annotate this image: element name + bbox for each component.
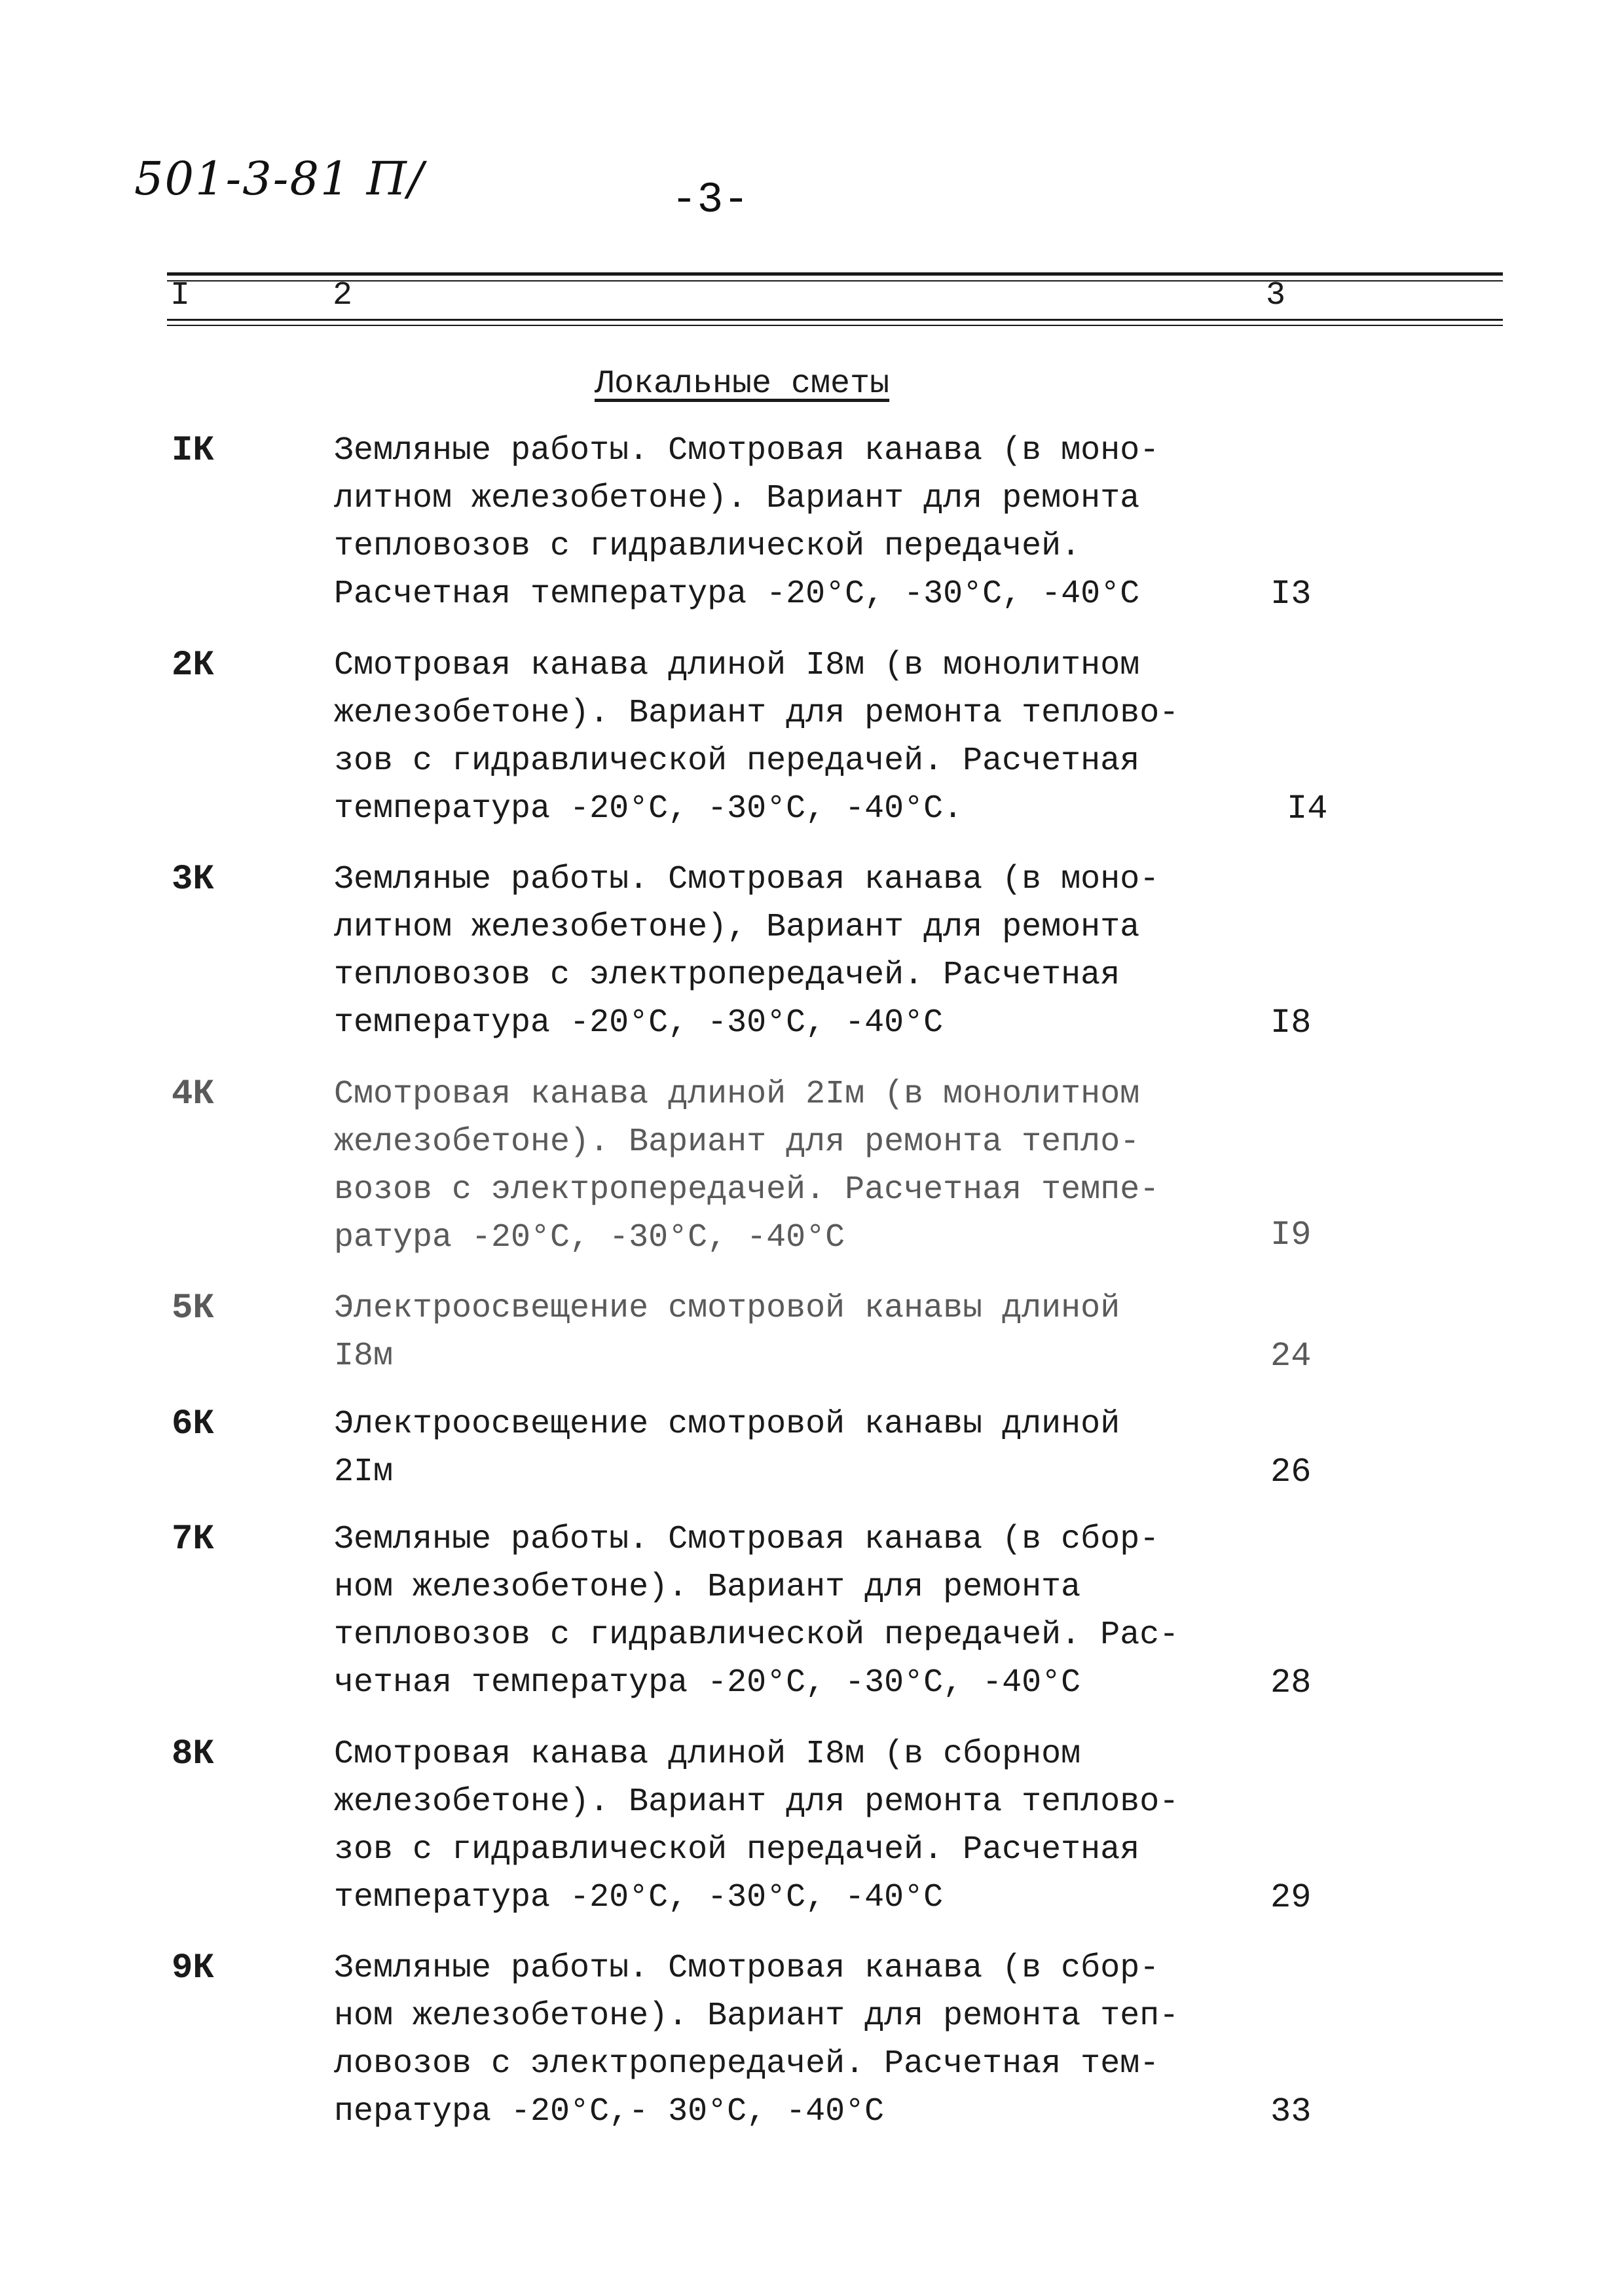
entry-description-line: температура -20°С, -30°С, -40°С.	[334, 790, 963, 828]
entry-description-line: Смотровая канава длиной I8м (в сборном	[334, 1736, 1081, 1773]
entry-code: 9К	[172, 1948, 214, 1988]
entry-description-line: ном железобетоне). Вариант для ремонта теп-	[334, 1997, 1179, 2035]
entry-description-line: железобетоне). Вариант для ремонта теплово-	[334, 695, 1179, 732]
entry-description-line: зов с гидравлической передачей. Расчетная	[334, 742, 1140, 780]
header-rule	[167, 280, 1503, 282]
entry-description	[334, 1730, 1244, 1922]
entry-page-number: I3	[1270, 575, 1312, 613]
entry-code: IК	[172, 431, 214, 471]
entry-description	[334, 642, 1244, 833]
entry-page-number: 33	[1270, 2092, 1312, 2131]
entry-page-number: 29	[1270, 1878, 1312, 1917]
header-rule	[167, 319, 1503, 321]
entry-page-number: 28	[1270, 1664, 1312, 1702]
entry-description-line: Земляные работы. Смотровая канава (в моно-	[334, 432, 1160, 469]
entry-page-number: 24	[1270, 1337, 1312, 1376]
entry-description	[334, 427, 1244, 618]
entry-description-line: температура -20°С, -30°С, -40°С	[334, 1004, 944, 1042]
entry-description	[334, 1400, 1244, 1496]
entry-description-line: Земляные работы. Смотровая канава (в моно-	[334, 861, 1160, 898]
entry-description-line: I8м	[334, 1338, 394, 1375]
header-rule	[167, 325, 1503, 326]
entry-description-line: тепловозов с гидравлической передачей. Рас-	[334, 1616, 1179, 1654]
entry-description-line: Электроосвещение смотровой канавы длиной	[334, 1290, 1120, 1327]
column-header-1: I	[170, 277, 191, 314]
column-header-2: 2	[333, 277, 353, 314]
entry-description-line: литном железобетоне). Вариант для ремонта	[334, 480, 1140, 517]
entry-description-line: 2Iм	[334, 1453, 394, 1491]
header-rule	[167, 272, 1503, 276]
entry-page-number: I9	[1270, 1216, 1312, 1254]
entry-code: 8К	[172, 1734, 214, 1774]
entry-code: 4К	[172, 1074, 214, 1114]
entry-description	[334, 1070, 1244, 1262]
entry-description-line: Электроосвещение смотровой канавы длиной	[334, 1406, 1120, 1443]
entry-description	[334, 1516, 1244, 1707]
document-code: 501-3-81 П/	[134, 152, 425, 206]
entry-description-line: температура -20°С, -30°С, -40°С	[334, 1879, 944, 1916]
entry-code: 2К	[172, 646, 214, 685]
entry-description	[334, 1285, 1244, 1380]
entry-description-line: Смотровая канава длиной I8м (в монолитном	[334, 647, 1140, 684]
entry-description-line: пература -20°С,- 30°С, -40°С	[334, 2093, 885, 2130]
entry-code: 6К	[172, 1404, 214, 1444]
column-header-3: 3	[1266, 277, 1286, 314]
section-title: Локальные сметы	[595, 365, 890, 403]
entry-page-number: I8	[1270, 1004, 1312, 1042]
entry-code: 7К	[172, 1520, 214, 1559]
entry-description-line: тепловозов с электропередачей. Расчетная	[334, 957, 1120, 994]
entry-description-line: ном железобетоне). Вариант для ремонта	[334, 1569, 1081, 1606]
entry-description-line: возов с электропередачей. Расчетная темпе-	[334, 1171, 1160, 1209]
entry-description-line: ратура -20°С, -30°С, -40°С	[334, 1219, 845, 1256]
entry-description-line: четная температура -20°С, -30°С, -40°С	[334, 1664, 1081, 1702]
entry-code: 3К	[172, 860, 214, 900]
entry-description-line: железобетоне). Вариант для ремонта теплово-	[334, 1783, 1179, 1821]
entry-description-line: Земляные работы. Смотровая канава (в сбор-	[334, 1521, 1160, 1558]
entry-description-line: Земляные работы. Смотровая канава (в сбор-	[334, 1950, 1160, 1987]
entry-description-line: литном железобетоне), Вариант для ремонта	[334, 909, 1140, 946]
entry-description-line: ловозов с электропередачей. Расчетная тем-	[334, 2045, 1160, 2083]
entry-description-line: железобетоне). Вариант для ремонта тепло-	[334, 1123, 1140, 1161]
entry-description-line: тепловозов с гидравлической передачей.	[334, 528, 1081, 565]
entry-description	[334, 856, 1244, 1047]
entry-description-line: Смотровая канава длиной 2Iм (в монолитном	[334, 1076, 1140, 1113]
entry-description-line: Расчетная температура -20°С, -30°С, -40°С	[334, 575, 1140, 613]
entry-description	[334, 1944, 1244, 2136]
page-number: -3-	[671, 175, 749, 225]
entry-page-number: 26	[1270, 1453, 1312, 1491]
entry-description-line: зов с гидравлической передачей. Расчетная	[334, 1831, 1140, 1868]
entry-code: 5К	[172, 1288, 214, 1328]
entry-page-number: I4	[1287, 790, 1328, 828]
